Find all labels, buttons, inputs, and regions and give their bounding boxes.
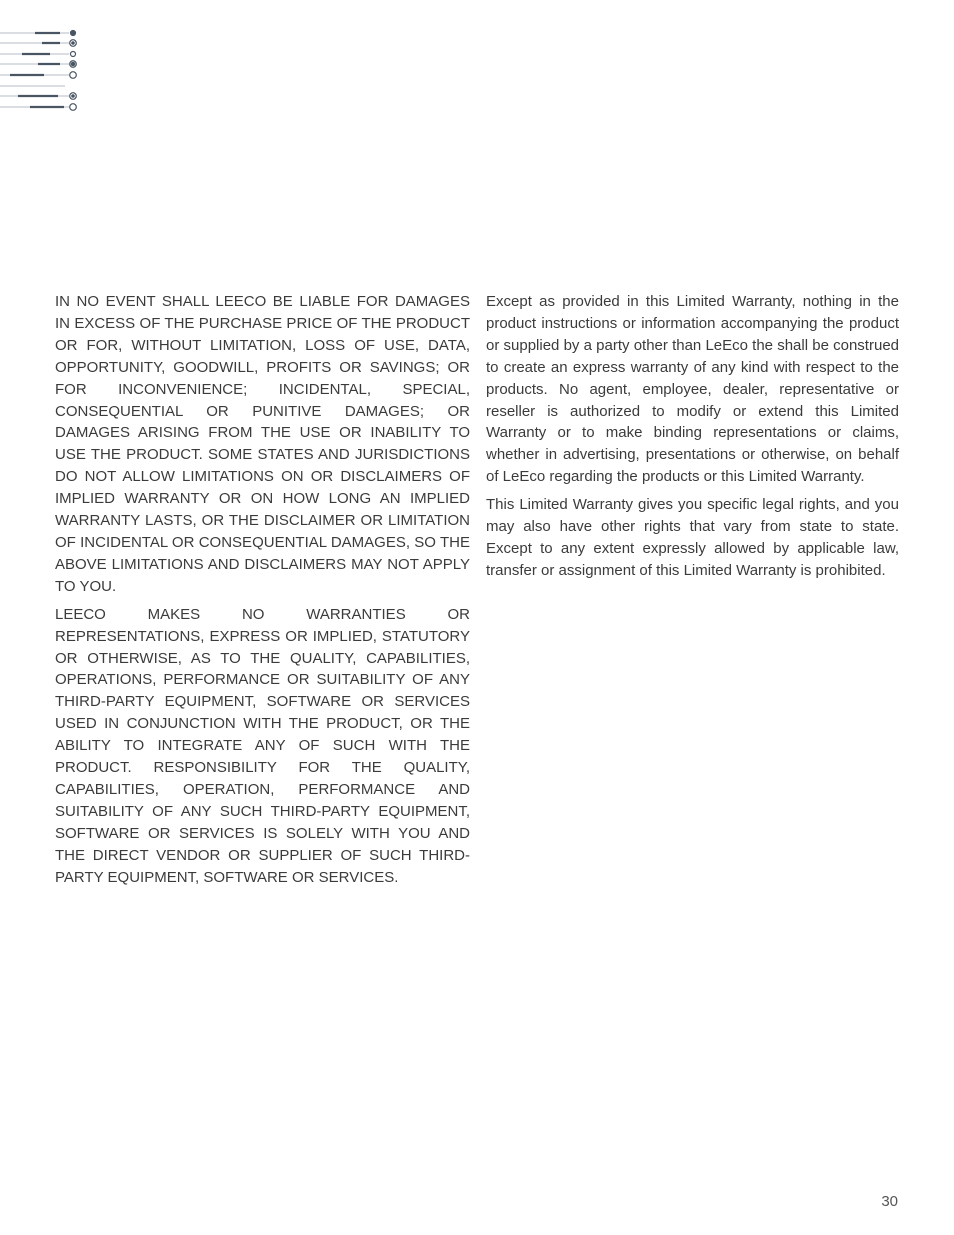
left-text-column [55, 291, 470, 894]
circuit-lines-decoration [0, 28, 80, 112]
third-party-disclaimer-paragraph: LEECO MAKES NO WARRANTIES OR REPRESENTATIONS, EXPRESS OR IMPLIED, STATUTORY OR OTHERWISE, AS TO THE QUALITY, CAPABILITIES, OPERATIONS, PERFORMANCE OR SUITABILITY OF ANY THIRD-PARTY EQUIPMENT, SOFTWARE OR SERVICES USED IN CONJUNCTION WITH THE PRODUCT, OR THE ABILITY TO INTEGRATE ANY OF SUCH WITH THE PRODUCT. RESPONSIBILITY FOR THE QUALITY, CAPABILITIES, OPERATION, PERFORMANCE AND SUITABILITY OF ANY SUCH THIRD-PARTY EQUIPMENT, SOFTWARE OR SERVICES IS SOLELY WITH YOU AND THE DIRECT VENDOR OR SUPPLIER OF SUCH THIRD-PARTY EQUIPMENT, SOFTWARE OR SERVICES. [55, 605, 470, 886]
legal-rights-paragraph: This Limited Warranty gives you specific legal rights, and you may also have other rights that vary from state to state. Except to any extent expressly allowed by applicable law, transfer or assignment of this Limited Warranty is prohibited. [486, 496, 899, 579]
limitation-of-liability-paragraph: IN NO EVENT SHALL LEECO BE LIABLE FOR DAMAGES IN EXCESS OF THE PURCHASE PRICE OF THE PRODUCT OR FOR, WITHOUT LIMITATION, LOSS OF USE, DATA, OPPORTUNITY, GOODWILL, PROFITS OR SAVINGS; OR FOR INCONVENIENCE; INCIDENTAL, SPECIAL, CONSEQUENTIAL OR PUNITIVE DAMAGES; OR DAMAGES ARISING FROM THE USE OR INABILITY TO USE THE PRODUCT. SOME STATES AND JURISDICTIONS DO NOT ALLOW LIMITATIONS ON OR DISCLAIMERS OF IMPLIED WARRANTY OR ON HOW LONG AN IMPLIED WARRANTY LASTS, OR THE DISCLAIMER OR LIMITATION OF INCIDENTAL OR CONSEQUENTIAL DAMAGES, SO THE ABOVE LIMITATIONS AND DISCLAIMERS MAY NOT APPLY TO YOU. [55, 293, 470, 595]
express-warranty-paragraph: Except as provided in this Limited Warranty, nothing in the product instructions or information accompanying the product or supplied by a party other than LeEco the shall be construed to create an express warranty of any kind with respect to the products. No agent, employee, dealer, representative or reseller is authorized to modify or extend this Limited Warranty or to make binding representations or claims, whether in advertising, presentations or otherwise, on behalf of LeEco regarding the products or this Limited Warranty. [486, 293, 899, 486]
right-text-column [486, 291, 899, 588]
page-number: 30 [881, 1193, 898, 1210]
